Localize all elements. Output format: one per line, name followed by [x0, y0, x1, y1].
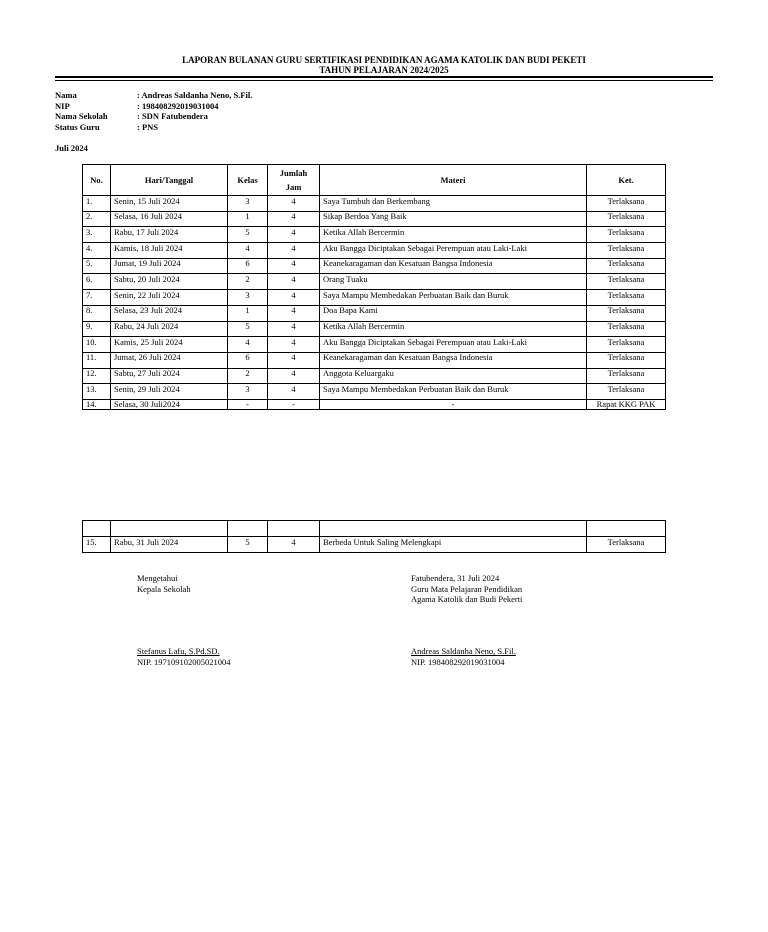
cell-ket: Terlaksana — [587, 211, 666, 227]
cell-ket: Terlaksana — [587, 321, 666, 337]
cell-kelas: 2 — [228, 368, 268, 384]
cell-hari: Rabu, 31 Juli 2024 — [111, 537, 228, 553]
cell-no: 13. — [83, 384, 111, 400]
info-row-nip — [55, 101, 252, 112]
cell-ket: Terlaksana — [587, 258, 666, 274]
cell-jam: 4 — [268, 274, 320, 290]
cell-materi: Saya Mampu Membedakan Perbuatan Baik dan Buruk — [320, 290, 587, 306]
cell-no: 10. — [83, 337, 111, 353]
signature-right — [411, 573, 522, 605]
signature-right-line2: Guru Mata Pelajaran Pendidikan — [411, 583, 523, 594]
cell-jam: 4 — [268, 305, 320, 321]
cell-ket: Terlaksana — [587, 384, 666, 400]
cell-hari: Kamis, 25 Juli 2024 — [111, 337, 228, 353]
table-row — [83, 399, 666, 410]
cell-hari: Jumat, 19 Juli 2024 — [111, 258, 228, 274]
cell-kelas: 6 — [228, 258, 268, 274]
cell-ket: Terlaksana — [587, 243, 666, 259]
cell-hari: Kamis, 18 Juli 2024 — [111, 243, 228, 259]
cell-empty — [587, 521, 666, 537]
cell-materi: Doa Bapa Kami — [320, 305, 587, 321]
info-label: NIP — [55, 100, 70, 111]
cell-no: 1. — [83, 196, 111, 212]
cell-jam: 4 — [268, 368, 320, 384]
col-header-hari: Hari/Tanggal — [111, 165, 228, 196]
info-value: : PNS — [137, 121, 159, 132]
col-header-jam — [268, 165, 320, 196]
cell-hari: Sabtu, 20 Juli 2024 — [111, 274, 228, 290]
cell-jam: 4 — [268, 196, 320, 212]
report-title: LAPORAN BULANAN GURU SERTIFIKASI PENDIDIKAN AGAMA KATOLIK DAN BUDI PEKETI — [182, 55, 586, 65]
signature-left-line1: Mengetahui — [137, 573, 178, 583]
info-label: Status Guru — [55, 121, 100, 132]
cell-hari: Senin, 22 Juli 2024 — [111, 290, 228, 306]
cell-materi: Keanekaragaman dan Kesatuan Bangsa Indonesia — [320, 258, 587, 274]
cell-hari: Jumat, 26 Juli 2024 — [111, 352, 228, 368]
cell-kelas: - — [228, 399, 268, 410]
info-label: Nama — [55, 90, 77, 100]
cell-no: 2. — [83, 211, 111, 227]
cell-hari: Senin, 15 Juli 2024 — [111, 196, 228, 212]
table-row — [83, 537, 666, 553]
cell-materi: Ketika Allah Bercermin — [320, 321, 587, 337]
cell-jam: 4 — [268, 258, 320, 274]
cell-kelas: 4 — [228, 337, 268, 353]
cell-ket: Terlaksana — [587, 290, 666, 306]
cell-ket: Rapat KKG PAK — [587, 399, 666, 410]
table-row — [83, 196, 666, 212]
signature-left — [137, 573, 191, 594]
info-value: : 198408292019031004 — [137, 100, 219, 111]
signature-left-name-block — [137, 646, 231, 667]
cell-materi: Saya Tumbuh dan Berkembang — [320, 196, 587, 212]
cell-empty — [111, 521, 228, 537]
cell-jam: 4 — [268, 243, 320, 259]
cell-empty — [268, 521, 320, 537]
table-row — [83, 352, 666, 368]
cell-materi: Ketika Allah Bercermin — [320, 227, 587, 243]
cell-jam: 4 — [268, 352, 320, 368]
cell-materi: Anggota Keluargaku — [320, 368, 587, 384]
cell-materi: Aku Bangga Diciptakan Sebagai Perempuan atau Laki-Laki — [320, 243, 587, 259]
signature-right-nip: NIP. 198408292019031004 — [411, 656, 505, 667]
col-header-materi: Materi — [320, 165, 587, 196]
table-row — [83, 337, 666, 353]
cell-hari: Selasa, 23 Juli 2024 — [111, 305, 228, 321]
cell-kelas: 6 — [228, 352, 268, 368]
cell-empty — [320, 521, 587, 537]
table-row — [83, 368, 666, 384]
report-table-continued — [82, 520, 666, 553]
cell-no: 11. — [83, 352, 111, 368]
table-row — [83, 290, 666, 306]
col-header-jam-2: Jam — [285, 182, 302, 192]
cell-materi: Sikap Berdoa Yang Baik — [320, 211, 587, 227]
cell-jam: - — [268, 399, 320, 410]
cell-kelas: 4 — [228, 243, 268, 259]
table-row — [83, 258, 666, 274]
signature-left-name: Stefanus Lafu, S.Pd.SD. — [137, 646, 220, 656]
cell-jam: 4 — [268, 227, 320, 243]
cell-kelas: 1 — [228, 211, 268, 227]
teacher-info — [55, 90, 252, 132]
cell-materi: Aku Bangga Diciptakan Sebagai Perempuan atau Laki-Laki — [320, 337, 587, 353]
cell-no: 12. — [83, 368, 111, 384]
table-row — [83, 384, 666, 400]
cell-no: 14. — [83, 399, 111, 410]
report-table — [82, 164, 666, 410]
table-header-row — [83, 165, 666, 196]
table-row — [83, 321, 666, 337]
cell-jam: 4 — [268, 537, 320, 553]
cell-kelas: 2 — [228, 274, 268, 290]
cell-no: 9. — [83, 321, 111, 337]
table-row — [83, 274, 666, 290]
col-header-ket: Ket. — [587, 165, 666, 196]
cell-no: 6. — [83, 274, 111, 290]
cell-jam: 4 — [268, 290, 320, 306]
cell-hari: Selasa, 16 Juli 2024 — [111, 211, 228, 227]
cell-empty — [83, 521, 111, 537]
table-row — [83, 305, 666, 321]
cell-ket: Terlaksana — [587, 305, 666, 321]
cell-ket: Terlaksana — [587, 537, 666, 553]
cell-no: 15. — [83, 537, 111, 553]
cell-materi: Berbeda Untuk Saling Melengkapi — [320, 537, 587, 553]
cell-hari: Sabtu, 27 Juli 2024 — [111, 368, 228, 384]
cell-kelas: 5 — [228, 537, 268, 553]
info-value: : Andreas Saldanha Neno, S.Fil. — [137, 90, 253, 100]
cell-ket: Terlaksana — [587, 337, 666, 353]
signature-right-name: Andreas Saldanha Neno, S.Fil. — [411, 646, 516, 656]
col-header-jam-1: Jumlah — [279, 168, 308, 178]
cell-materi: Saya Mampu Membedakan Perbuatan Baik dan Buruk — [320, 384, 587, 400]
info-row-sekolah — [55, 111, 252, 122]
table-row — [83, 211, 666, 227]
cell-kelas: 3 — [228, 290, 268, 306]
signature-right-line3: Agama Katolik dan Budi Pekerti — [411, 594, 523, 604]
cell-no: 4. — [83, 243, 111, 259]
info-row-nama — [55, 90, 252, 101]
cell-kelas: 1 — [228, 305, 268, 321]
signature-left-nip: NIP. 197109102005021004 — [137, 656, 231, 667]
cell-jam: 4 — [268, 384, 320, 400]
signature-right-name-block — [411, 646, 516, 667]
month-label: Juli 2024 — [55, 143, 88, 153]
cell-ket: Terlaksana — [587, 368, 666, 384]
cell-no: 7. — [83, 290, 111, 306]
table-row-empty — [83, 521, 666, 537]
cell-ket: Terlaksana — [587, 352, 666, 368]
cell-ket: Terlaksana — [587, 274, 666, 290]
cell-ket: Terlaksana — [587, 227, 666, 243]
info-value: : SDN Fatubendera — [137, 111, 208, 121]
cell-kelas: 5 — [228, 227, 268, 243]
col-header-no: No. — [83, 165, 111, 196]
cell-hari: Senin, 29 Juli 2024 — [111, 384, 228, 400]
table-row — [83, 227, 666, 243]
cell-no: 8. — [83, 305, 111, 321]
table-row — [83, 243, 666, 259]
report-subtitle: TAHUN PELAJARAN 2024/2025 — [319, 65, 449, 75]
info-row-status — [55, 122, 252, 133]
info-label: Nama Sekolah — [55, 111, 108, 121]
header-rule-thick — [55, 76, 713, 78]
signature-right-line1: Fatubendera, 31 Juli 2024 — [411, 573, 500, 583]
cell-hari: Rabu, 17 Juli 2024 — [111, 227, 228, 243]
cell-materi: - — [320, 399, 587, 410]
cell-hari: Selasa, 30 Juli2024 — [111, 399, 228, 410]
cell-no: 3. — [83, 227, 111, 243]
cell-jam: 4 — [268, 321, 320, 337]
cell-kelas: 3 — [228, 196, 268, 212]
cell-empty — [228, 521, 268, 537]
cell-jam: 4 — [268, 211, 320, 227]
cell-materi: Orang Tuaku — [320, 274, 587, 290]
col-header-kelas: Kelas — [228, 165, 268, 196]
cell-jam: 4 — [268, 337, 320, 353]
cell-kelas: 5 — [228, 321, 268, 337]
cell-no: 5. — [83, 258, 111, 274]
header-rule-thin — [55, 80, 713, 81]
cell-hari: Rabu, 24 Juli 2024 — [111, 321, 228, 337]
signature-left-line2: Kepala Sekolah — [137, 583, 191, 594]
cell-kelas: 3 — [228, 384, 268, 400]
cell-materi: Keanekaragaman dan Kesatuan Bangsa Indonesia — [320, 352, 587, 368]
cell-ket: Terlaksana — [587, 196, 666, 212]
